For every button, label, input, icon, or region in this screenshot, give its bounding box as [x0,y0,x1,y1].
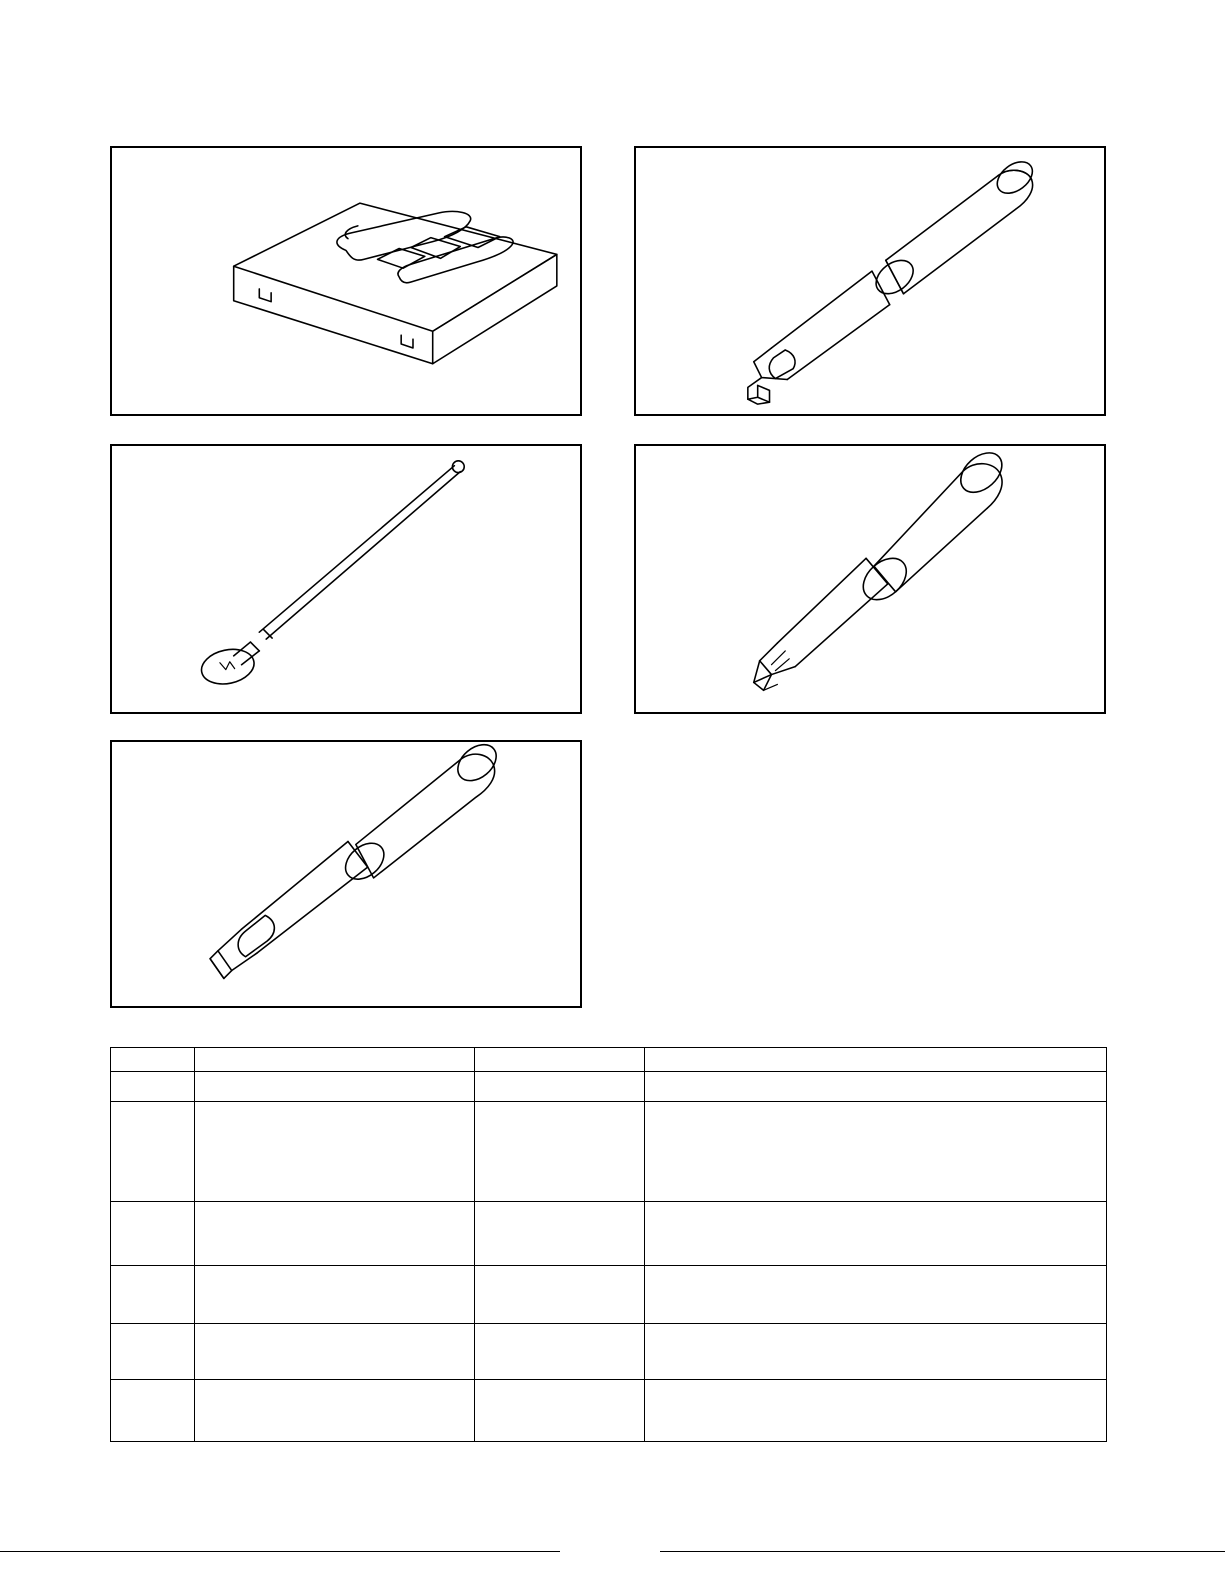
table-cell-name [195,1324,475,1380]
table-cell-desc [645,1266,1107,1324]
table-row [111,1380,1107,1442]
table-cell-part [475,1202,645,1266]
table-cell-name [195,1266,475,1324]
table-header-row [111,1048,1107,1072]
figure-phillips-screwdriver [634,444,1106,714]
table-row [111,1266,1107,1324]
table-header-desc [645,1048,1107,1072]
table-cell-name [195,1380,475,1442]
parts-table [110,1047,1107,1442]
table-cell-no [111,1102,195,1202]
table-cell-desc [645,1102,1107,1202]
table-cell-no [111,1324,195,1380]
table-cell-no [111,1380,195,1442]
table-row [111,1324,1107,1380]
table-cell-no [111,1072,195,1102]
table-row [111,1072,1107,1102]
table-cell-desc [645,1202,1107,1266]
table-cell-name [195,1072,475,1102]
table-cell-name [195,1102,475,1202]
table-row [111,1102,1107,1202]
table-cell-part [475,1072,645,1102]
table-header-no [111,1048,195,1072]
figure-forked-tool [634,146,1106,416]
table-header-part [475,1048,645,1072]
table-header-name [195,1048,475,1072]
table-cell-no [111,1266,195,1324]
figure-inspection-mirror [110,444,582,714]
table-cell-part [475,1324,645,1380]
table-cell-name [195,1202,475,1266]
table-cell-part [475,1266,645,1324]
table-cell-part [475,1380,645,1442]
figure-flat-screwdriver [110,740,582,1008]
table-cell-desc [645,1380,1107,1442]
figure-cassette-tape [110,146,582,416]
table-cell-no [111,1202,195,1266]
table-cell-desc [645,1072,1107,1102]
footer-rule-right [660,1551,1225,1552]
footer-rule-left [0,1551,560,1552]
table-cell-desc [645,1324,1107,1380]
table-cell-part [475,1102,645,1202]
table-row [111,1202,1107,1266]
